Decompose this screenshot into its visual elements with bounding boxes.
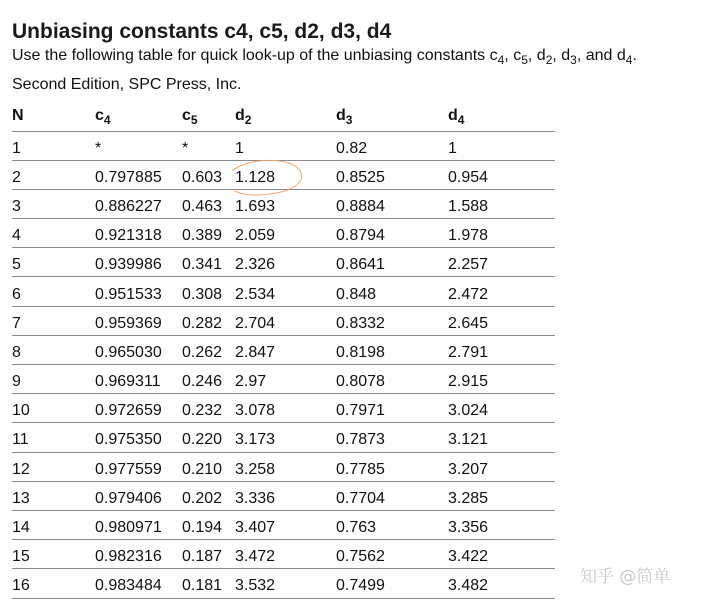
- cell-d2: 3.407: [235, 510, 336, 539]
- cell-d3: 0.7499: [336, 569, 448, 598]
- intro-line-1: [12, 41, 706, 70]
- watermark: 知乎 @简单: [580, 567, 671, 587]
- cell-n: 1: [12, 131, 95, 160]
- cell-d4: 3.024: [448, 394, 555, 423]
- table-row: [12, 569, 555, 598]
- intro-constant-c4: $c_4$,: [489, 47, 514, 67]
- table-row: [12, 219, 555, 248]
- cell-d3: 0.8794: [336, 219, 448, 248]
- cell-c5: 0.463: [182, 189, 235, 218]
- cell-c4: 0.980971: [95, 510, 182, 539]
- intro-constant-c5: $c_5$,: [513, 47, 537, 67]
- cell-c5: *: [182, 131, 235, 160]
- cell-d2: 1: [235, 131, 336, 160]
- cell-d4: 2.791: [448, 335, 555, 364]
- cell-n: 7: [12, 306, 95, 335]
- cell-d3: 0.8332: [336, 306, 448, 335]
- cell-d4: 0.954: [448, 160, 555, 189]
- cell-d2: 2.97: [235, 365, 336, 394]
- table-row: [12, 540, 555, 569]
- cell-d4: 1: [448, 131, 555, 160]
- cell-c4: 0.921318: [95, 219, 182, 248]
- header-d2: $d_2$: [235, 101, 336, 131]
- cell-d2: 1.693: [235, 189, 336, 218]
- cell-d3: 0.7704: [336, 481, 448, 510]
- cell-d3: 0.848: [336, 277, 448, 306]
- cell-d2: 2.704: [235, 306, 336, 335]
- intro-text: [12, 41, 706, 99]
- cell-d4: 3.285: [448, 481, 555, 510]
- cell-c5: 0.202: [182, 481, 235, 510]
- table-row: [12, 365, 555, 394]
- table-header-row: [12, 101, 555, 131]
- cell-d2: 3.336: [235, 481, 336, 510]
- cell-c4: 0.977559: [95, 452, 182, 481]
- cell-n: 6: [12, 277, 95, 306]
- header-c4: $c_4$: [95, 101, 182, 131]
- header-c5: $c_5$: [182, 101, 235, 131]
- cell-d4: 2.257: [448, 248, 555, 277]
- table-row: [12, 452, 555, 481]
- cell-n: 4: [12, 219, 95, 248]
- cell-d2: 3.258: [235, 452, 336, 481]
- cell-d3: 0.7785: [336, 452, 448, 481]
- cell-d2: 3.173: [235, 423, 336, 452]
- cell-c5: 0.187: [182, 540, 235, 569]
- intro-constant-d4: $d_4$.: [616, 47, 637, 67]
- cell-d4: 1.588: [448, 189, 555, 218]
- cell-n: 13: [12, 481, 95, 510]
- cell-c4: 0.969311: [95, 365, 182, 394]
- cell-d3: 0.82: [336, 131, 448, 160]
- page-title: Unbiasing constants c4, c5, d2, d3, d4: [12, 20, 392, 44]
- cell-d4: 2.472: [448, 277, 555, 306]
- table-row: [12, 306, 555, 335]
- cell-c5: 0.246: [182, 365, 235, 394]
- intro-constant-d3: $d_3$, and: [561, 47, 617, 67]
- intro-constant-d2: $d_2$,: [536, 47, 562, 67]
- cell-n: 3: [12, 189, 95, 218]
- cell-d4: 3.121: [448, 423, 555, 452]
- table-row: [12, 510, 555, 539]
- header-d4: $d_4$: [448, 101, 555, 131]
- cell-n: 16: [12, 569, 95, 598]
- cell-d2: 2.847: [235, 335, 336, 364]
- cell-n: 14: [12, 510, 95, 539]
- cell-d4: 1.978: [448, 219, 555, 248]
- cell-d2: 3.472: [235, 540, 336, 569]
- cell-c5: 0.220: [182, 423, 235, 452]
- cell-n: 15: [12, 540, 95, 569]
- cell-d3: 0.8641: [336, 248, 448, 277]
- cell-c5: 0.181: [182, 569, 235, 598]
- cell-d4: 2.915: [448, 365, 555, 394]
- cell-n: 8: [12, 335, 95, 364]
- cell-n: 11: [12, 423, 95, 452]
- cell-c5: 0.232: [182, 394, 235, 423]
- cell-c4: 0.965030: [95, 335, 182, 364]
- cell-d2: 1.128: [235, 160, 336, 189]
- table-body: [12, 131, 555, 598]
- cell-n: 2: [12, 160, 95, 189]
- cell-d3: 0.7562: [336, 540, 448, 569]
- cell-d3: 0.8884: [336, 189, 448, 218]
- table-row: [12, 394, 555, 423]
- cell-d4: 3.207: [448, 452, 555, 481]
- cell-d2: 3.078: [235, 394, 336, 423]
- cell-n: 12: [12, 452, 95, 481]
- cell-c5: 0.308: [182, 277, 235, 306]
- cell-d2: 2.059: [235, 219, 336, 248]
- cell-d2: 3.532: [235, 569, 336, 598]
- cell-c5: 0.262: [182, 335, 235, 364]
- table-row: [12, 248, 555, 277]
- cell-n: 10: [12, 394, 95, 423]
- table-row: [12, 423, 555, 452]
- cell-c4: 0.797885: [95, 160, 182, 189]
- cell-c5: 0.603: [182, 160, 235, 189]
- cell-d3: 0.7971: [336, 394, 448, 423]
- table-row: [12, 131, 555, 160]
- table-row: [12, 481, 555, 510]
- cell-c5: 0.194: [182, 510, 235, 539]
- cell-d3: 0.8198: [336, 335, 448, 364]
- cell-c4: 0.975350: [95, 423, 182, 452]
- header-n: N: [12, 101, 95, 131]
- cell-d3: 0.763: [336, 510, 448, 539]
- cell-d3: 0.7873: [336, 423, 448, 452]
- cell-c4: 0.983484: [95, 569, 182, 598]
- intro-line-2: Second Edition, SPC Press, Inc.: [12, 76, 242, 93]
- cell-c4: 0.939986: [95, 248, 182, 277]
- cell-c4: 0.886227: [95, 189, 182, 218]
- cell-d4: 3.482: [448, 569, 555, 598]
- header-d3: $d_3$: [336, 101, 448, 131]
- cell-c4: 0.982316: [95, 540, 182, 569]
- cell-d4: 3.422: [448, 540, 555, 569]
- cell-c4: *: [95, 131, 182, 160]
- intro-prefix: Use the following table for quick look-up of the unbiasing constants: [12, 47, 490, 64]
- cell-d2: 2.534: [235, 277, 336, 306]
- cell-c5: 0.389: [182, 219, 235, 248]
- cell-d4: 2.645: [448, 306, 555, 335]
- table-row: [12, 189, 555, 218]
- cell-d3: 0.8525: [336, 160, 448, 189]
- cell-n: 9: [12, 365, 95, 394]
- cell-d3: 0.8078: [336, 365, 448, 394]
- cell-c4: 0.979406: [95, 481, 182, 510]
- cell-c4: 0.959369: [95, 306, 182, 335]
- cell-c4: 0.972659: [95, 394, 182, 423]
- cell-c5: 0.282: [182, 306, 235, 335]
- cell-d4: 3.356: [448, 510, 555, 539]
- table-row: [12, 277, 555, 306]
- cell-d2: 2.326: [235, 248, 336, 277]
- cell-c4: 0.951533: [95, 277, 182, 306]
- cell-n: 5: [12, 248, 95, 277]
- cell-c5: 0.341: [182, 248, 235, 277]
- cell-c5: 0.210: [182, 452, 235, 481]
- table-row: [12, 335, 555, 364]
